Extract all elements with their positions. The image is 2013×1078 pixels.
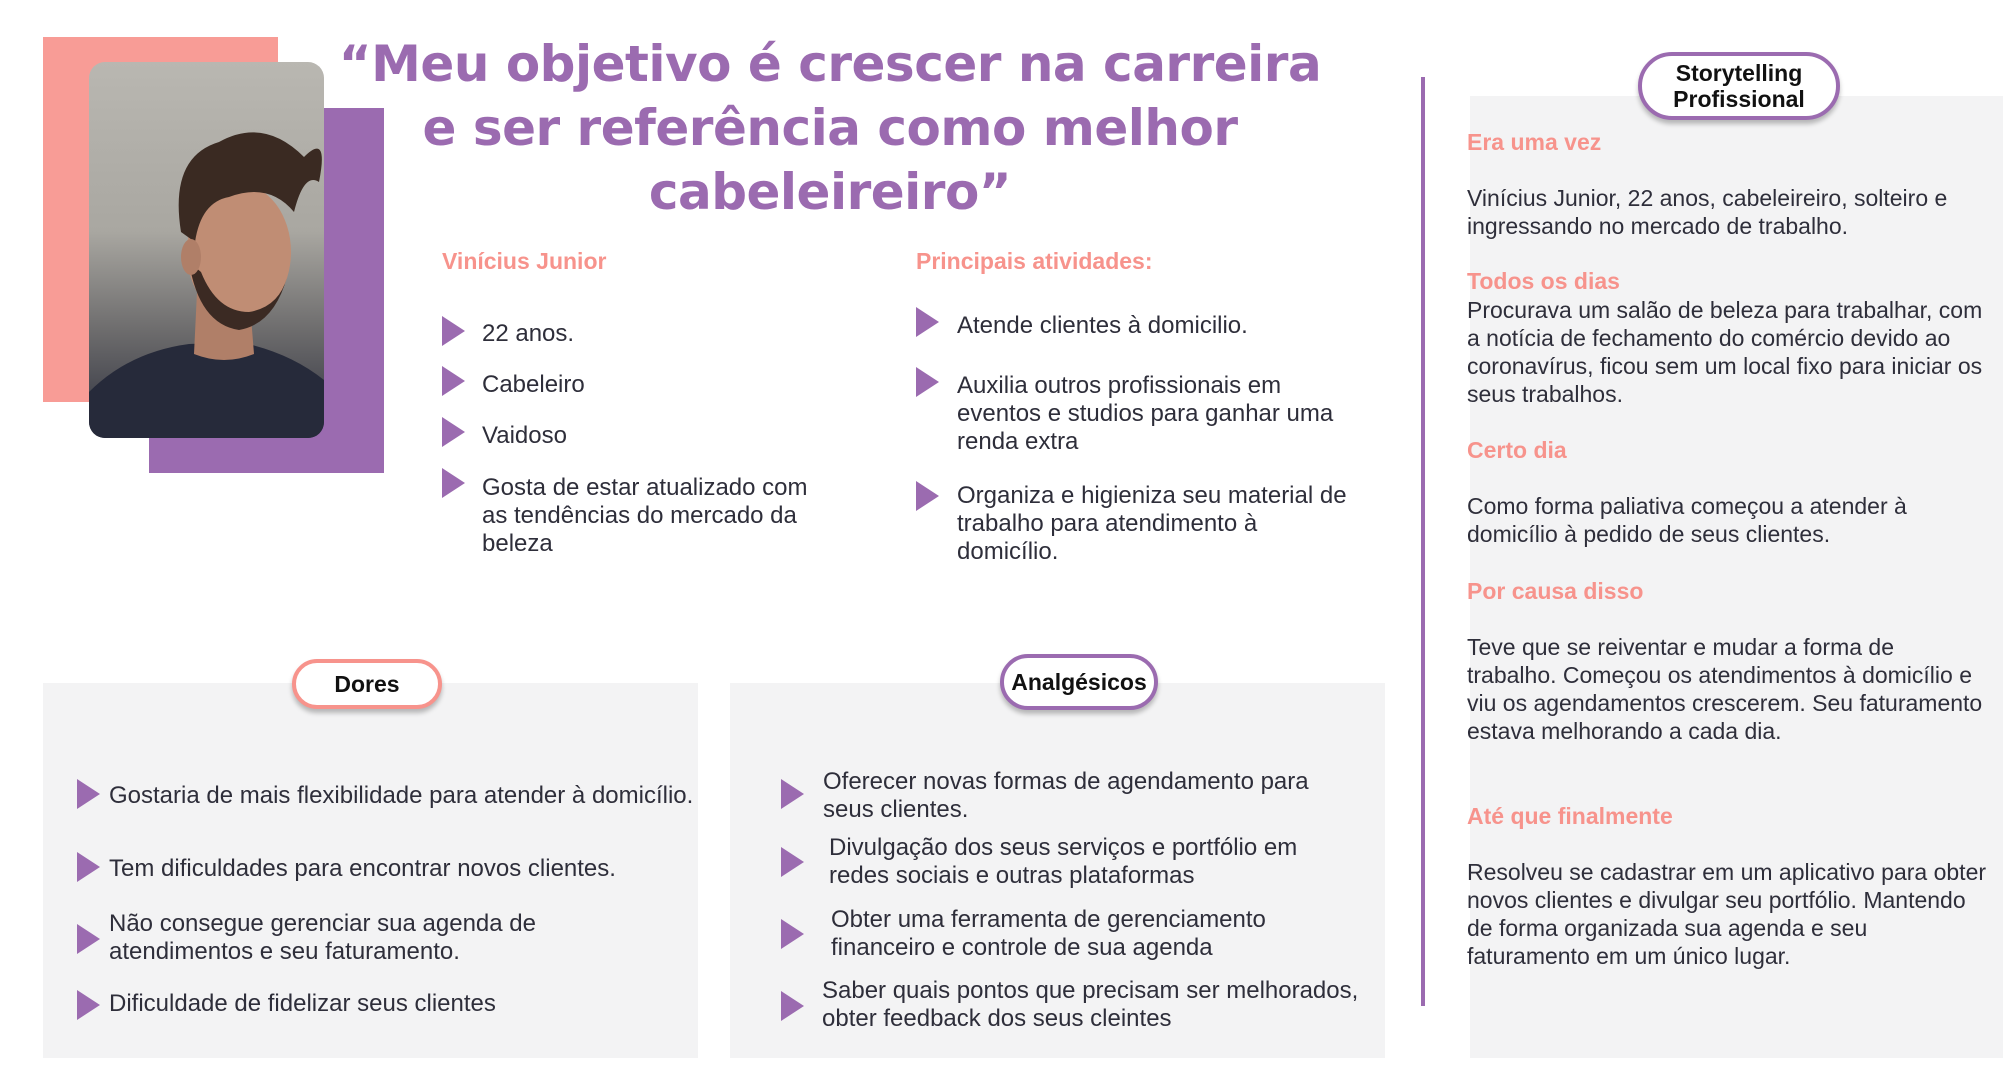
bullet-triangle-icon	[781, 919, 804, 949]
story-heading: Todos os dias	[1467, 268, 1620, 294]
bullet-triangle-icon	[77, 924, 100, 954]
story-heading: Por causa disso	[1467, 578, 1644, 604]
profile-item: Cabeleiro	[482, 371, 585, 398]
activity-item: Atende clientes à domicilio.	[957, 312, 1248, 339]
bullet-triangle-icon	[442, 417, 465, 447]
bullet-triangle-icon	[781, 779, 804, 809]
persona-quote: “Meu objetivo é crescer na carreira e ser referência como melhor cabeleireiro”	[338, 35, 1322, 221]
story-text: Teve que se reiventar e mudar a forma de trabalho. Começou os atendimentos à domicílio e viu os agendamentos crescerem. Seu faturamento estava melhorando a cada dia.	[1467, 634, 1983, 744]
activities-title: Principais atividades:	[916, 248, 1153, 274]
dores-item: Gostaria de mais flexibilidade para atender à domicílio.	[109, 782, 694, 809]
bullet-triangle-icon	[77, 779, 100, 809]
story-text: Resolveu se cadastrar em um aplicativo para obter novos clientes e divulgar seu portfólio. Mantendo de forma organizada sua agenda e seu faturamento em um único lugar.	[1467, 859, 1987, 969]
persona-name: Vinícius Junior	[442, 248, 607, 274]
bullet-triangle-icon	[916, 481, 939, 511]
bullet-triangle-icon	[442, 366, 465, 396]
analgesicos-item: Divulgação dos seus serviços e portfólio em redes sociais e outras plataformas	[829, 834, 1298, 889]
profile-item: Gosta de estar atualizado com as tendências do mercado da beleza	[482, 474, 808, 557]
analgesicos-item: Saber quais pontos que precisam ser melhorados, obter feedback dos seus cleintes	[822, 977, 1359, 1032]
dores-badge: Dores	[292, 659, 442, 709]
bullet-triangle-icon	[781, 847, 804, 877]
dores-item: Tem dificuldades para encontrar novos clientes.	[109, 855, 616, 882]
activity-item: Auxilia outros profissionais em eventos e studios para ganhar uma renda extra	[957, 372, 1334, 455]
dores-item: Não consegue gerenciar sua agenda de atendimentos e seu faturamento.	[109, 910, 536, 965]
storytelling-title-line2: Profissional	[1673, 86, 1805, 112]
dores-item: Dificuldade de fidelizar seus clientes	[109, 990, 496, 1017]
storytelling-badge	[1638, 52, 1840, 120]
analgesicos-badge: Analgésicos	[1000, 654, 1158, 710]
bullet-triangle-icon	[77, 990, 100, 1020]
vertical-divider	[1421, 77, 1425, 1006]
bullet-triangle-icon	[781, 991, 804, 1021]
bullet-triangle-icon	[442, 468, 465, 498]
profile-item: Vaidoso	[482, 422, 567, 449]
analgesicos-item: Obter uma ferramenta de gerenciamento financeiro e controle de sua agenda	[831, 906, 1266, 961]
bullet-triangle-icon	[77, 852, 100, 882]
activity-item: Organiza e higieniza seu material de trabalho para atendimento à domicílio.	[957, 482, 1347, 565]
persona-photo	[89, 62, 324, 438]
bullet-triangle-icon	[442, 316, 465, 346]
bullet-triangle-icon	[916, 307, 939, 337]
story-text: Procurava um salão de beleza para trabalhar, com a notícia de fechamento do comércio devido ao coronavírus, ficou sem um local fixo para iniciar os seus trabalhos.	[1467, 297, 1983, 407]
story-text: Vinícius Junior, 22 anos, cabeleireiro, solteiro e ingressando no mercado de trabalho.	[1467, 185, 1948, 239]
analgesicos-item: Oferecer novas formas de agendamento para seus clientes.	[823, 768, 1309, 823]
story-text: Como forma paliativa começou a atender à domicílio à pedido de seus clientes.	[1467, 493, 1907, 547]
story-heading: Era uma vez	[1467, 129, 1602, 155]
profile-item: 22 anos.	[482, 320, 575, 347]
bullet-triangle-icon	[916, 367, 939, 397]
storytelling-title-line1: Storytelling	[1675, 60, 1803, 86]
persona-portrait-image	[89, 62, 324, 438]
story-heading: Até que finalmente	[1467, 803, 1673, 829]
story-heading: Certo dia	[1467, 437, 1567, 463]
